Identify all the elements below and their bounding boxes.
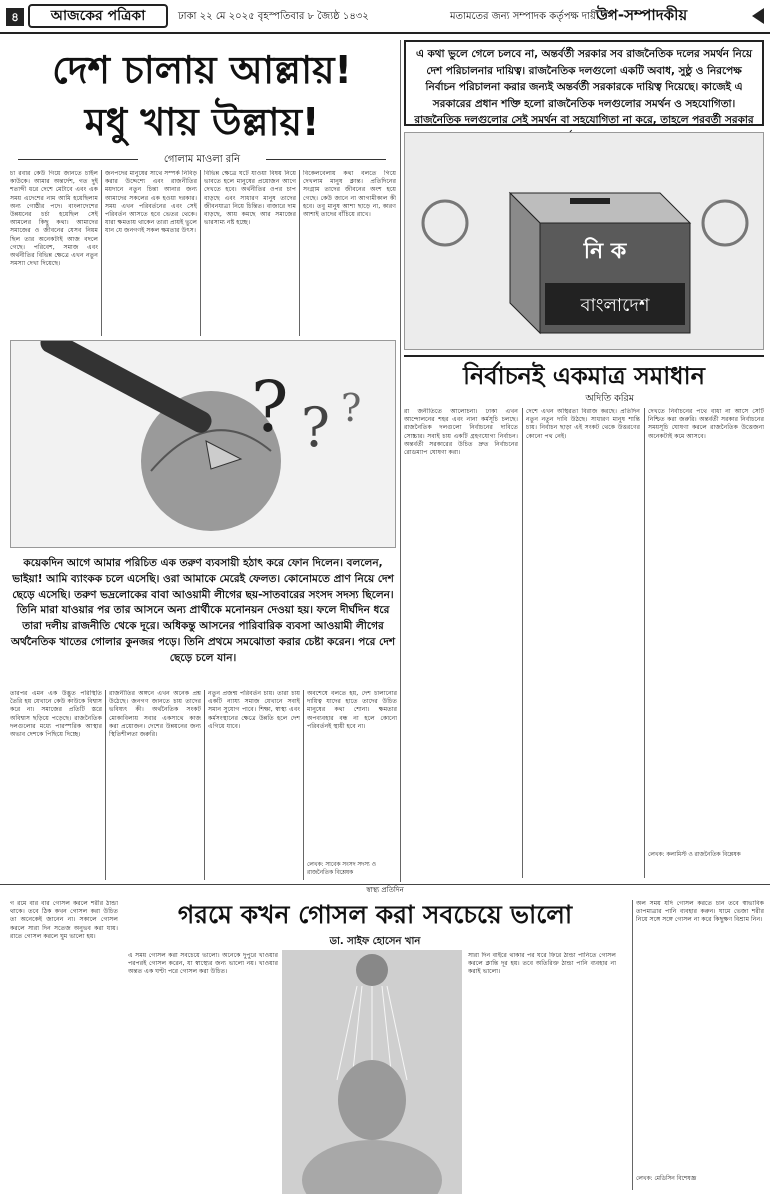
column-text: সারা দিন বাইরে থাকার পর ঘরে ফিরে ঠান্ডা পানিতে গোসল করলে ক্লান্তি দূর হয়। তবে অতিরিক্ত ঠান্ডা পানি ব্যবহার না করাই ভালো। — [468, 952, 616, 976]
headline-line2: মধু খায় উল্লায়! — [84, 100, 320, 144]
article3-column-2 — [128, 952, 278, 1190]
article1-author-note: লেখক: সাবেক সংসদ সদস্য ও রাজনৈতিক বিশ্লেষক — [307, 862, 376, 876]
article1-column-5 — [10, 690, 102, 880]
column-text: দেখতে নির্বাচনের পথে বাধা না আসে সেটি নিশ্চিত করা জরুরি। অন্তর্বর্তী সরকার নির্বাচনের সময়সূচি ঘোষণা করলে রাজনৈতিক উত্তেজনা অনেকটাই কমে আসবে। — [648, 408, 764, 440]
country-label: বাংলাদেশ — [580, 295, 650, 316]
column-text: বিকেলবেলায় কথা বলতে গিয়ে দেখলাম মানুষ ক্লান্ত। প্রতিদিনের সংগ্রাম তাদের জীবনের অংশ হয়ে গেছে। কেউ জানে না আগামীকাল কী হবে। তবু মানুষ আশা ছাড়ে না, কারণ আশাই তাদের বাঁচিয়ে রাখে। — [303, 170, 396, 219]
byline-text: গোলাম মাওলা রনি — [158, 154, 246, 165]
article1-column-8 — [307, 690, 397, 860]
column-text: চা রবার কেউ গিয়ে জানতে চাইল কাউকে। আমার অন্তর্দেশ, গত দুই শতাব্দী ধরে দেশে মেটাবে এবং এক সময় এদেশের নাম আমি হয়েছিলাম অন্য গোষ্ঠীর পদে। বাংলাদেশের উন্নয়নের চর্চা হয়েছিল সেই আমলের কিছু কথা। আমাদের সমাজের ও জীবনের যেসব নিয়ম ছিল তার অনেকটাই আজ বদলে গেছে। পরিবেশ, সমাজ এবং অর্থনীতির বিভিন্ন ক্ষেত্রে এখন নতুন সমস্যা দেখা দিয়েছে। — [10, 170, 98, 268]
column-divider — [522, 408, 523, 878]
section-divider — [400, 40, 401, 882]
article2-headline: নির্বাচনই একমাত্র সমাধান — [404, 355, 764, 393]
article1-column-3 — [204, 170, 296, 336]
column-divider — [632, 900, 633, 1190]
article2-column-3 — [648, 408, 764, 848]
article1-byline — [8, 152, 396, 166]
article1-column-6 — [109, 690, 201, 880]
article3-column-1 — [10, 900, 118, 1190]
svg-text:?: ? — [341, 386, 362, 430]
column-text: অল সময় যদি গোসল করতে চান তবে স্বাভাবিক তাপমাত্রার পানি ব্যবহার করুন। ঘামে ভেজা শরীর নিয়ে সঙ্গে সঙ্গে গোসল না করে কিছুক্ষণ বিশ্রাম নিন। — [636, 900, 764, 924]
article2-byline: অদিতি করিম — [585, 393, 634, 404]
column-text: বিভিন্ন ক্ষেত্রে ঘটে যাওয়া বিষয় নিয়ে ভাবতে হলে মানুষের প্রয়োজন আগে দেখতে হবে। অর্থনীতির ওপর চাপ বাড়ছে এবং সাধারণ মানুষ তাদের জীবনযাত্রা নিয়ে চিন্তিত। বাজারে দাম বাড়ছে, আয় কমছে আর সমাজের ভারসাম্য নষ্ট হচ্ছে। — [204, 170, 296, 227]
disclaimer-note: মতামতের জন্য সম্পাদক কর্তৃপক্ষ দায়ী নন — [450, 11, 614, 22]
column-text: জনপদের মানুষের সাথে সম্পর্ক নিবিড় করার উদ্দেশ্যে এবং রাজনীতির ময়দানে নতুন চিন্তা আনার জন্য আমাদের সকলের এক হওয়া দরকার। সময় এখন পরিবর্তনের এবং সেই পরিবর্তন আসতে হবে ভেতর থেকে। যারা ক্ষমতায় থাকেন তারা প্রায়ই ভুলে যান যে জনগণই সকল ক্ষমতার উৎস। — [105, 170, 197, 235]
section-title: উপ-সম্পাদকীয় — [596, 6, 688, 24]
svg-text:?: ? — [301, 396, 330, 459]
article1-column-1 — [10, 170, 98, 336]
article3-author-note: লেখক: মেডিসিন বিশেষজ্ঞ — [636, 1176, 697, 1182]
column-divider — [101, 170, 102, 336]
article1-pullquote: কয়েকদিন আগে আমার পরিচিত এক তরুণ ব্যবসায়ী হঠাৎ করে ফোন দিলেন। বললেন, ভাইয়া! আমি ব্যাংকক চলে এসেছি। ওরা আমাকে মেরেই ফেলত। কোনোমতে প্রাণ নিয়ে দেশ ছেড়ে এসেছি। তরুণ ভদ্রলোকের বাবা আওয়ামী লীগের ছয়-সাতবারের সংসদ সদস্য ছিলেন। তিনি মারা যাওয়ার পর তার আসনে অন্য প্রার্থীকে মনোনয়ন দেওয়া হয়। ফলে দীর্ঘদিন ধরে তারা দলীয় রাজনীতি থেকে দূরে। অধিকন্তু আসনের পারিবারিক ব্যবসা আওয়ামী লীগের অর্থনৈতিক খাতের গোলার কুনজর পড়ে। তিনি প্রথমে সমঝোতা করার চেষ্টা করেন। পরে দেশ ছেড়ে চলে যান। — [10, 557, 396, 664]
column-text: এ সময় গোসল করা সবচেয়ে ভালো। অনেকে দুপুরে খাওয়ার পরপরই গোসল করেন, যা স্বাস্থ্যের জন্য ভালো নয়। খাওয়ার অন্তত এক ঘণ্টা পরে গোসল করা উচিত। — [128, 952, 278, 976]
page-header — [0, 0, 770, 34]
column-divider — [204, 690, 205, 880]
shower-photo — [282, 950, 462, 1194]
shower-graphic — [282, 950, 462, 1194]
column-text: দেশে এখন অস্থিরতা বিরাজ করছে। প্রতিদিন নতুন নতুন দাবি উঠছে। সাধারণ মানুষ শান্তি চায়। নির্বাচন ছাড়া এই সংকট থেকে উত্তরণের কোনো পথ নেই। — [526, 408, 640, 440]
article1-headline — [8, 44, 396, 154]
article1-column-4 — [303, 170, 396, 336]
column-text: নতুন প্রজন্ম পরিবর্তন চায়। তারা চায় একটি ন্যায্য সমাজ যেখানে সবাই সমান সুযোগ পাবে। শিক্ষা, স্বাস্থ্য এবং কর্মসংস্থানের ক্ষেত্রে উন্নতি হলে দেশ এগিয়ে যাবে। — [208, 690, 300, 730]
article3-headline: গরমে কখন গোসল করা সবচেয়ে ভালো — [177, 900, 573, 929]
newspaper-logo[interactable]: আজকের পত্রিকা — [28, 4, 168, 28]
article1-column-7 — [208, 690, 300, 880]
article2-column-1 — [404, 408, 518, 878]
article2-author-note: লেখক: কলামিস্ট ও রাজনৈতিক বিশ্লেষক — [648, 852, 741, 858]
column-divider — [299, 170, 300, 336]
column-divider — [303, 690, 304, 880]
column-text: গ রমে বার বার গোসল করলে শরীর ঠান্ডা থাকে। তবে ঠিক কখন গোসল করা উচিত তা অনেকেই জানেন না। সকালে গোসল করলে সারা দিন সতেজ অনুভব করা যায়। রাতে গোসল করলে ঘুম ভালো হয়। — [10, 900, 118, 940]
pen-illustration — [11, 341, 396, 548]
svg-text:?: ? — [251, 366, 289, 448]
article1-column-2 — [105, 170, 197, 336]
page-number: ৪ — [6, 8, 24, 26]
column-divider — [644, 408, 645, 878]
article3-column-4 — [636, 900, 764, 1170]
headline-line1: দেশ চালায় আল্লায়! — [52, 48, 352, 92]
article3-column-3 — [468, 952, 616, 1190]
dateline: ঢাকা ২২ মে ২০২৫ বৃহস্পতিবার ৮ জ্যৈষ্ঠ ১৪৩২ — [178, 11, 369, 22]
column-divider — [105, 690, 106, 880]
column-text: অবশেষে বলতে হয়, দেশ চালানোর দায়িত্ব যাদের হাতে তাদের উচিত মানুষের কথা শোনা। ক্ষমতার অপব্যবহার বন্ধ না হলে কোনো পরিবর্তনই স্থায়ী হবে না। — [307, 690, 397, 730]
arrow-left-icon — [752, 8, 764, 24]
ballot-box-illustration — [404, 132, 764, 350]
article3-byline: ডা. সাইফ হোসেন খান — [329, 936, 421, 947]
ballot-label: নি ক — [583, 239, 627, 264]
health-section-label: স্বাস্থ্য প্রতিদিন — [0, 884, 770, 896]
column-text: তারপর এমন এক উদ্ভূত পরিস্থিতি তৈরি হয় যেখানে কেউ কাউকে বিশ্বাস করে না। সমাজের প্রতিটি স্তরে অবিশ্বাস ছড়িয়ে পড়েছে। রাজনৈতিক দলগুলোর মধ্যে পারস্পরিক আস্থার অভাব দেশকে পিছিয়ে দিচ্ছে। — [10, 690, 102, 739]
column-text: রাজনীতির অঙ্গনে এখন অনেক প্রশ্ন উঠেছে। জনগণ জানতে চায় তাদের ভবিষ্যৎ কী। অর্থনৈতিক সংকট মোকাবিলায় সবার একসাথে কাজ করা প্রয়োজন। দেশের উন্নয়নের জন্য স্থিতিশীলতা জরুরি। — [109, 690, 201, 739]
article1-illustration — [10, 340, 396, 548]
ballot-box-graphic — [405, 133, 764, 350]
column-divider — [200, 170, 201, 336]
article2-pullquote: এ কথা ভুলে গেলে চলবে না, অন্তর্বর্তী সরকার সব রাজনৈতিক দলের সমর্থন নিয়ে দেশ পরিচালনার দায়িত্ব। রাজনৈতিক দলগুলো একটি অবাধ, সুষ্ঠু ও নিরপেক্ষ নির্বাচন পরিচালনা করার জন্যই অন্তর্বর্তী সরকারকে দায়িত্ব দিয়েছে। কাজেই এ সরকারের প্রধান শক্তি হলো রাজনৈতিক দলগুলোর সমর্থন ও সহযোগিতা। রাজনৈতিক দলগুলোর সেই সমর্থন বা সহযোগিতা না করে, তাহলে পরবর্তী সরকার — [404, 40, 764, 126]
article2-column-2 — [526, 408, 640, 878]
column-text: রা জনীতিতে আলোচনা। ঢাকা এখন আন্দোলনের শহর এবং নানা কর্মসূচি চলছে। রাজনৈতিক দলগুলো নির্বাচনের দাবিতে সোচ্চার। সবাই চায় একটি গ্রহণযোগ্য নির্বাচন। অন্তর্বর্তী সরকারের উচিত দ্রুত নির্বাচনের রোডম্যাপ ঘোষণা করা। — [404, 408, 518, 457]
